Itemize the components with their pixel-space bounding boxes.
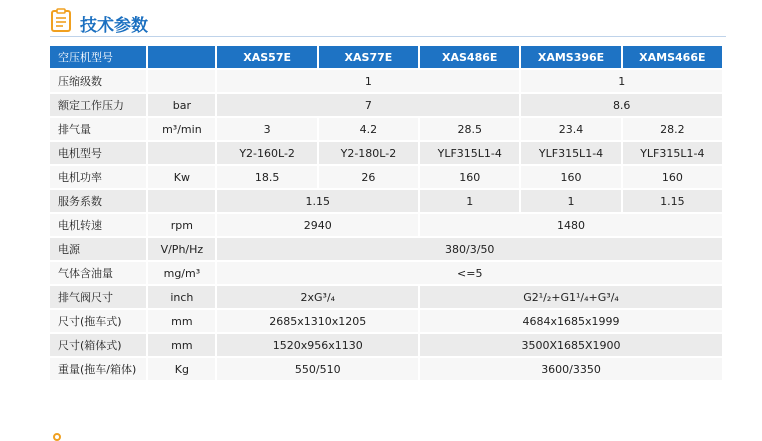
table-row	[50, 214, 722, 236]
row-value: 1	[420, 190, 519, 212]
row-value: YLF315L1-4	[420, 142, 519, 164]
row-label: 电机转速	[50, 214, 146, 236]
table-row	[50, 166, 722, 188]
row-value: <=5	[217, 262, 722, 284]
section-header	[50, 4, 730, 36]
row-value: 23.4	[521, 118, 620, 140]
row-value: 4.2	[319, 118, 418, 140]
row-value: YLF315L1-4	[623, 142, 722, 164]
table-row	[50, 262, 722, 284]
header-cell-xams396e: XAMS396E	[521, 46, 620, 68]
row-value: 2685x1310x1205	[217, 310, 418, 332]
row-value: 18.5	[217, 166, 316, 188]
row-unit: m³/min	[148, 118, 215, 140]
table-row	[50, 70, 722, 92]
header-cell-xas57e: XAS57E	[217, 46, 316, 68]
row-label: 服务系数	[50, 190, 146, 212]
table-row	[50, 118, 722, 140]
row-label: 电机型号	[50, 142, 146, 164]
row-value: 3600/3350	[420, 358, 722, 380]
header-cell-xas486e: XAS486E	[420, 46, 519, 68]
row-value: 2xG³/₄	[217, 286, 418, 308]
clipboard-list-icon	[50, 8, 72, 32]
header-cell-model: 空压机型号	[50, 46, 146, 68]
row-value: G2¹/₂+G1¹/₄+G³/₄	[420, 286, 722, 308]
row-unit: mg/m³	[148, 262, 215, 284]
table-row	[50, 334, 722, 356]
row-label: 电源	[50, 238, 146, 260]
row-value: 1480	[420, 214, 722, 236]
row-label: 尺寸(箱体式)	[50, 334, 146, 356]
row-value: 8.6	[521, 94, 722, 116]
row-value: 2940	[217, 214, 418, 236]
row-unit: Kw	[148, 166, 215, 188]
spec-table	[48, 44, 724, 382]
row-value: 380/3/50	[217, 238, 722, 260]
row-value: 7	[217, 94, 519, 116]
table-row	[50, 358, 722, 380]
row-unit	[148, 190, 215, 212]
table-header-row	[50, 46, 722, 68]
row-value: 1	[521, 190, 620, 212]
row-unit: Kg	[148, 358, 215, 380]
table-row	[50, 94, 722, 116]
row-unit: mm	[148, 310, 215, 332]
row-unit	[148, 70, 215, 92]
row-value: YLF315L1-4	[521, 142, 620, 164]
row-label: 气体含油量	[50, 262, 146, 284]
table-row	[50, 238, 722, 260]
table-row	[50, 286, 722, 308]
row-unit	[148, 142, 215, 164]
row-value: 550/510	[217, 358, 418, 380]
row-value: 1520x956x1130	[217, 334, 418, 356]
row-value: 26	[319, 166, 418, 188]
row-label: 排气阀尺寸	[50, 286, 146, 308]
row-label: 电机功率	[50, 166, 146, 188]
row-value: 1.15	[623, 190, 722, 212]
row-value: 160	[420, 166, 519, 188]
row-value: 3	[217, 118, 316, 140]
row-value: 28.5	[420, 118, 519, 140]
row-unit: rpm	[148, 214, 215, 236]
row-value: 1.15	[217, 190, 418, 212]
table-row	[50, 310, 722, 332]
row-unit: bar	[148, 94, 215, 116]
header-cell-unit	[148, 46, 215, 68]
row-value: Y2-180L-2	[319, 142, 418, 164]
row-label: 压缩级数	[50, 70, 146, 92]
table-row	[50, 190, 722, 212]
row-label: 排气量	[50, 118, 146, 140]
header-cell-xams466e: XAMS466E	[623, 46, 722, 68]
row-value: 4684x1685x1999	[420, 310, 722, 332]
row-value: 1	[217, 70, 519, 92]
row-label: 重量(拖车/箱体)	[50, 358, 146, 380]
row-value: 160	[623, 166, 722, 188]
row-value: 28.2	[623, 118, 722, 140]
row-value: Y2-160L-2	[217, 142, 316, 164]
row-value: 160	[521, 166, 620, 188]
row-unit: mm	[148, 334, 215, 356]
row-unit: inch	[148, 286, 215, 308]
row-value: 1	[521, 70, 722, 92]
row-label: 额定工作压力	[50, 94, 146, 116]
row-label: 尺寸(拖车式)	[50, 310, 146, 332]
footer-bullet-icon	[53, 433, 61, 441]
row-value: 3500X1685X1900	[420, 334, 722, 356]
row-unit: V/Ph/Hz	[148, 238, 215, 260]
header-divider	[50, 36, 726, 37]
header-cell-xas77e: XAS77E	[319, 46, 418, 68]
section-title: 技术参数	[80, 16, 148, 36]
table-row	[50, 142, 722, 164]
